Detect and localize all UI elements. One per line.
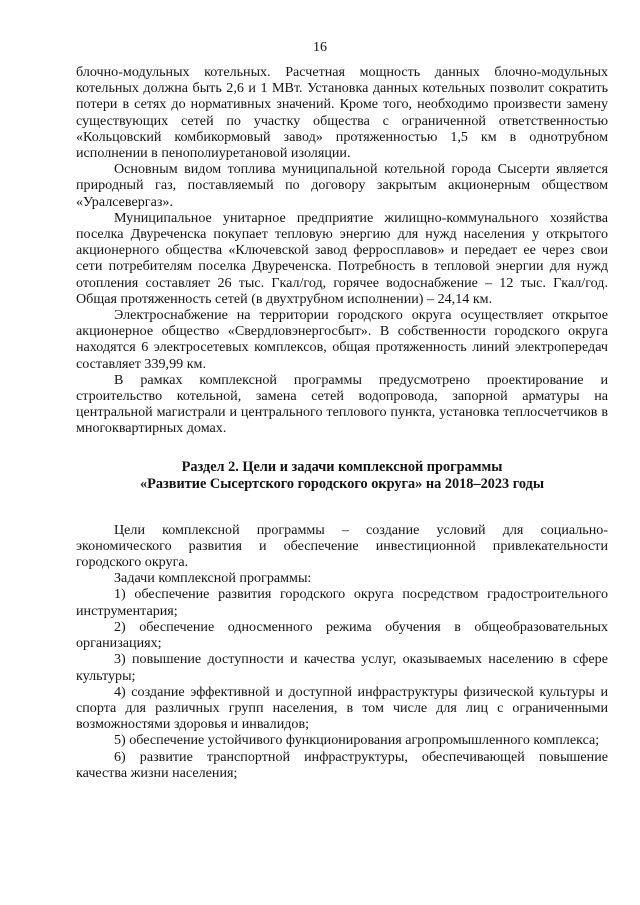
task-item: 6) развитие транспортной инфраструктуры, обеспечивающей повышение качества жизни населения;: [76, 748, 608, 781]
section-title-line-1: Раздел 2. Цели и задачи комплексной программы: [181, 458, 503, 475]
paragraph-program-scope: В рамках комплексной программы предусмотрено проектирование и строительство котельной, замена сетей водопровода, запорной арматуры на центральной магистрали и центрального теплового пункта, установка теплосчетчиков в многоквартирных домах.: [76, 371, 608, 437]
paragraph-electricity: Электроснабжение на территории городского округа осуществляет открытое акционерное общество «Свердловэнергосбыт». В собственности городского округа находятся 6 электросетевых комплексов, общая протяженность линий электропередач составляет 339,99 км.: [76, 307, 608, 372]
tasks-intro: Задачи комплексной программы:: [114, 570, 312, 587]
section-heading: [76, 459, 608, 494]
task-item: 2) обеспечение односменного режима обучения в общеобразовательных организациях;: [76, 618, 608, 652]
section-title-line-2: «Развитие Сысертского городского округа» на 2018–2023 годы: [139, 476, 545, 493]
task-item: 1) обеспечение развития городского округа посредством градостроительного инструментария;: [76, 586, 608, 619]
task-item: 3) повышение доступности и качества услуг, оказываемых населению в сфере культуры;: [76, 651, 608, 684]
task-item: 5) обеспечение устойчивого функционирования агропромышленного комплекса;: [114, 732, 600, 749]
task-item: 4) создание эффективной и доступной инфраструктуры физической культуры и спорта для различных групп населения, в том числе для лиц с ограниченными возможностями здоровья и инвалидов;: [76, 683, 608, 733]
document-body: [76, 64, 608, 781]
paragraph-goals: Цели комплексной программы – создание условий для социально-экономического развития и обеспечение инвестиционной привлекательности городского округа.: [76, 521, 608, 571]
tasks-list: [76, 586, 608, 780]
page-number: 16: [313, 40, 327, 55]
paragraph-dvurechensk-heat: Муниципальное унитарное предприятие жилищно-коммунального хозяйства поселка Двуреченска покупает тепловую энергию для нужд населения у открытого акционерного общества «Ключевской завод ферросплавов» и передает ее через свои сети потребителям поселка Двуреченска. Потребность в тепловой энергии для нужд отопления составляет 26 тыс. Гкал/год, горячее водоснабжение – 12 тыс. Гкал/год. Общая протяженность сетей (в двухтрубном исполнении) – 24,14 км.: [76, 209, 608, 307]
paragraph-fuel: Основным видом топлива муниципальной котельной города Сысерти является природный газ, поставляемый по договору закрытым акционерным обществом «Уралсевергаз».: [76, 161, 608, 210]
paragraph-heating-continued: блочно-модульных котельных. Расчетная мощность данных блочно-модульных котельных должна быть 2,6 и 1 МВт. Установка данных котельных позволит сократить потери в сетях до нормативных значений. Кроме того, необходимо произвести замену существующих сетей по участку общества с ограниченной ответственностью «Кольцовский комбикормовый завод» протяженностью 1,5 км в однотрубном исполнении в пенополиуретановой изоляции.: [76, 64, 608, 162]
